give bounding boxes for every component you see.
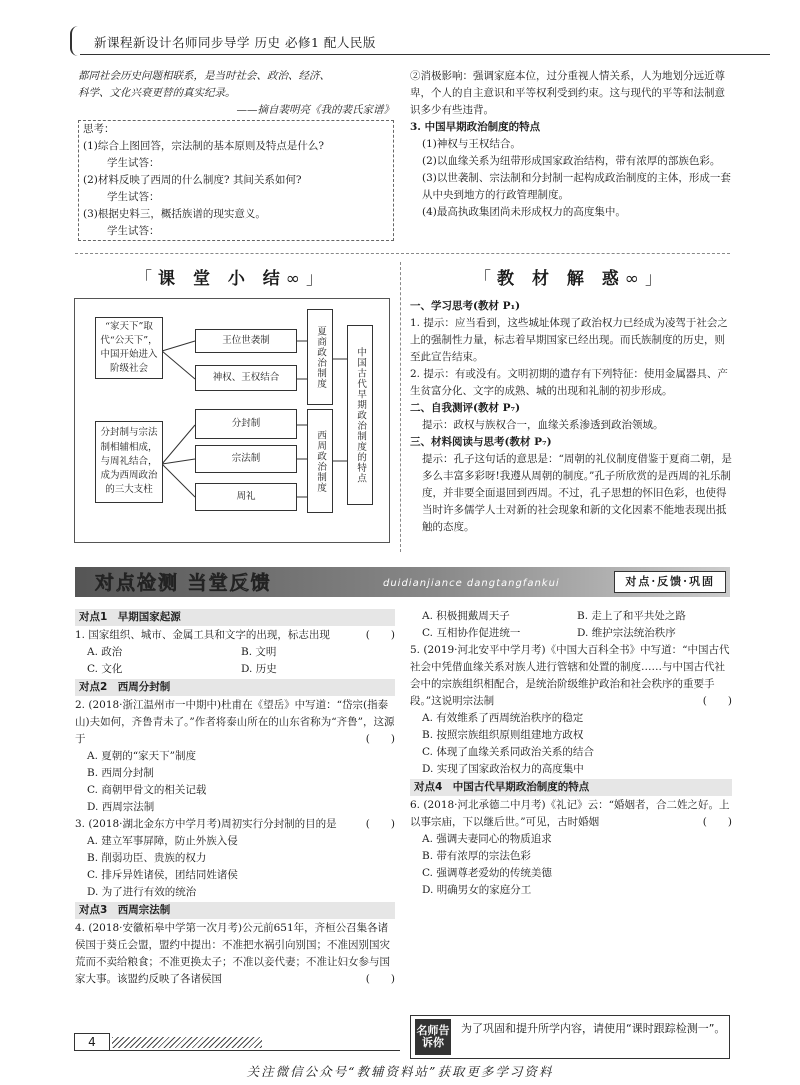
answer-1: 学生试答：: [107, 157, 160, 169]
q5-option-d: D. 实现了国家政治权力的高度集中: [422, 763, 584, 775]
think-box: [78, 120, 394, 241]
summary-diagram: [74, 298, 390, 543]
summary-shen: 神权、王权结合: [195, 365, 297, 391]
jiehuo-s3-text: 提示：孔子这句话的意思是：“周朝的礼仪制度借鉴于夏商二朝，是多么丰富多彩呀!我遵从周朝的制度。”孔子所欣赏的是西周的礼乐制度，并非要全面退回到西周。不过，孔子思想的怀旧色彩，也使得当时许多儒学人士对新的社会现象和新的文化因素不能地表现出抵触的态度。: [422, 453, 732, 533]
think-label: 思考：: [83, 123, 115, 135]
jiehuo-title: 「教 材 解 惑∞」: [474, 269, 668, 289]
header-title: 新课程新设计名师同步导学 历史 必修1 配人民版: [94, 35, 376, 50]
question-1: (1)综合上图回答，宗法制的基本原则及特点是什么?: [83, 140, 325, 152]
q4-options-row1: A. 积极拥戴周天子 B. 走上了和平共处之路: [422, 610, 686, 622]
jiehuo-s1: 一、学习思考(教材 P₁): [410, 300, 521, 312]
topic-3-bar: 对点3 西周宗法制: [75, 902, 395, 919]
q6-option-b: B. 带有浓厚的宗法色彩: [422, 850, 531, 862]
answer-2: 学生试答：: [107, 191, 160, 203]
q3-option-b: B. 削弱功臣、贵族的权力: [87, 852, 207, 864]
summary-xizhou: 西周政治制度: [307, 409, 333, 513]
question-1-stem: 1. 国家组织、城市、金属工具和文字的出现，标志出现 ( ): [75, 629, 395, 641]
topic-1-bar: 对点1 早期国家起源: [75, 609, 395, 626]
jiehuo-s3: 三、材料阅读与思考(教材 P₇): [410, 436, 552, 448]
quote-attribution: ——摘自裴明亮《我的裴氏家谱》: [236, 104, 394, 116]
header-rule: [80, 54, 770, 55]
summary-fen: 分封制: [195, 409, 297, 439]
feature-4: (4)最高执政集团尚未形成权力的高度集中。: [422, 206, 626, 218]
question-1-options-row2: C. 文化 D. 历史: [87, 663, 277, 675]
q6-option-a: A. 强调夫妻同心的物质追求: [422, 833, 552, 845]
summary-bottom-group: 分封制与宗法制相辅相成，与周礼结合，成为西周政治的三大支柱: [95, 421, 163, 503]
question-6-stem: 6. (2018·河北承德二中月考)《礼记》云：“婚姻者，合二姓之好。上以事宗庙，下以继后世。”可见，古时婚姻 ( ): [410, 799, 732, 828]
summary-zhou: 周礼: [195, 483, 297, 511]
jiehuo-s2-text: 提示：政权与族权合一，血缘关系渗透到政治领域。: [422, 419, 664, 431]
top-left-column: [78, 68, 394, 241]
summary-right: 中国古代早期政治制度的特点: [347, 325, 373, 505]
summary-wang: 王位世袭制: [195, 329, 297, 353]
banner-title: 对点检测 当堂反馈: [95, 572, 272, 594]
topic-4-bar: 对点4 中国古代早期政治制度的特点: [410, 779, 732, 796]
section-divider: [75, 253, 730, 254]
q4-options-row2: C. 互相协作促进统一 D. 维护宗法统治秩序: [422, 627, 676, 639]
tip-badge: 名师告诉你: [415, 1019, 451, 1055]
summary-top-group: “家天下”取代“公天下”，中国开始进入阶级社会: [95, 317, 163, 379]
footer-note: 关注微信公众号“教辅资料站”获取更多学习资料: [246, 1064, 554, 1079]
q2-option-c: C. 商朝甲骨文的相关记载: [87, 784, 207, 796]
q2-option-a: A. 夏朝的“家天下”制度: [87, 750, 196, 762]
summary-zong: 宗法制: [195, 445, 297, 473]
right-questions: [410, 608, 732, 899]
q5-option-b: B. 按照宗族组织原则组建地方政权: [422, 729, 584, 741]
question-1-options-row1: A. 政治 B. 文明: [87, 646, 277, 658]
summary-title: 「课 堂 小 结∞」: [135, 269, 329, 289]
feedback-banner: [75, 567, 730, 597]
features-heading: 3. 中国早期政治制度的特点: [410, 121, 541, 133]
question-2: (2)材料反映了西周的什么制度? 其间关系如何?: [83, 174, 302, 186]
header-brace-icon: [70, 26, 78, 56]
jiehuo-s1-text: 1. 提示：应当看到，这些城址体现了政治权力已经成为凌驾于社会之上的强制性力量，标志着早期国家已经出现。而氏族制度的历史，则至此宣告结束。: [410, 317, 728, 363]
feature-3: (3)以世袭制、宗法制和分封制一起构成政治制度的主体，形成一套从中央到地方的行政管理制度。: [422, 172, 731, 201]
topic-2-bar: 对点2 西周分封制: [75, 679, 395, 696]
banner-pinyin: duidianjiance dangtangfankui: [383, 578, 560, 589]
banner-tag: 对点·反馈·巩固: [614, 571, 726, 593]
q3-option-c: C. 排斥异姓诸侯，团结同姓诸侯: [87, 869, 238, 881]
feature-1: (1)神权与王权结合。: [422, 138, 521, 150]
page-number: 4: [74, 1033, 110, 1051]
question-2-stem: 2. (2018·浙江温州市一中期中)杜甫在《望岳》中写道：“岱宗(指泰山)夫如何，齐鲁青未了。”作者将泰山所在的山东省称为“齐鲁”，这源于 ( ): [75, 699, 395, 745]
answer-3: 学生试答：: [107, 225, 160, 237]
tip-box: [410, 1015, 730, 1059]
q2-option-b: B. 西周分封制: [87, 767, 154, 779]
q5-option-a: A. 有效维系了西周统治秩序的稳定: [422, 712, 584, 724]
tip-text: 为了巩固和提升所学内容，请使用“课时跟踪检测一”。: [461, 1022, 726, 1035]
summary-xia: 夏商政治制度: [307, 309, 333, 405]
footer-rule: [75, 1050, 400, 1051]
q6-option-d: D. 明确男女的家庭分工: [422, 884, 532, 896]
q6-option-c: C. 强调尊老爱幼的传统美德: [422, 867, 552, 879]
q2-option-d: D. 西周宗法制: [87, 801, 155, 813]
page-number-hatch: [112, 1037, 262, 1048]
column-divider: [400, 262, 401, 552]
jiehuo-content: [410, 298, 732, 536]
quote-line-1: 都同社会历史问题相联系，是当时社会、政治、经济、: [78, 70, 330, 82]
q5-option-c: C. 体现了血缘关系同政治关系的结合: [422, 746, 594, 758]
question-3-stem: 3. (2018·湖北金东方中学月考)周初实行分封制的目的是 ( ): [75, 818, 395, 830]
page-header: [80, 26, 770, 56]
q3-option-d: D. 为了进行有效的统治: [87, 886, 197, 898]
question-4-stem: 4. (2018·安徽柘皋中学第一次月考)公元前651年，齐桓公召集各诸侯国于葵丘会盟，盟约中提出：不准把水祸引向别国；不准因别国灾荒而不卖给粮食；不准更换太子；不准以妾代妻；不准让妇女参与国家大事。该盟约反映了各诸侯国 ( ): [75, 922, 395, 985]
left-questions: [75, 608, 395, 988]
question-3: (3)根据史料三，概括族谱的现实意义。: [83, 208, 266, 220]
negative-impact: ②消极影响：强调家庭本位，过分重视人情关系，人为地划分远近尊卑，个人的自主意识和平等权利受到约束。这与现代的平等和法制意识多少有些违背。: [410, 70, 725, 116]
top-right-column: [410, 68, 732, 221]
feature-2: (2)以血缘关系为纽带形成国家政治结构，带有浓厚的部族色彩。: [422, 155, 721, 167]
quote-line-2: 科学、文化兴衰更替的真实纪录。: [78, 87, 236, 99]
jiehuo-s2: 二、自我测评(教材 P₇): [410, 402, 521, 414]
q3-option-a: A. 建立军事屏障，防止外族入侵: [87, 835, 238, 847]
question-5-stem: 5. (2019·河北安平中学月考)《中国大百科全书》中写道：“中国古代社会中凭借血缘关系对族人进行管辖和处置的制度……与中国古代社会中的宗族组织相配合，是统治阶级维护政治和社会秩序的重要手段。”这说明宗法制 ( ): [410, 644, 732, 707]
jiehuo-s1-text2: 2. 提示：有或没有。文明初期的遗存有下列特征：使用金属器具、产生贫富分化、文字的成熟、城的出现和礼制的初步形成。: [410, 368, 728, 397]
